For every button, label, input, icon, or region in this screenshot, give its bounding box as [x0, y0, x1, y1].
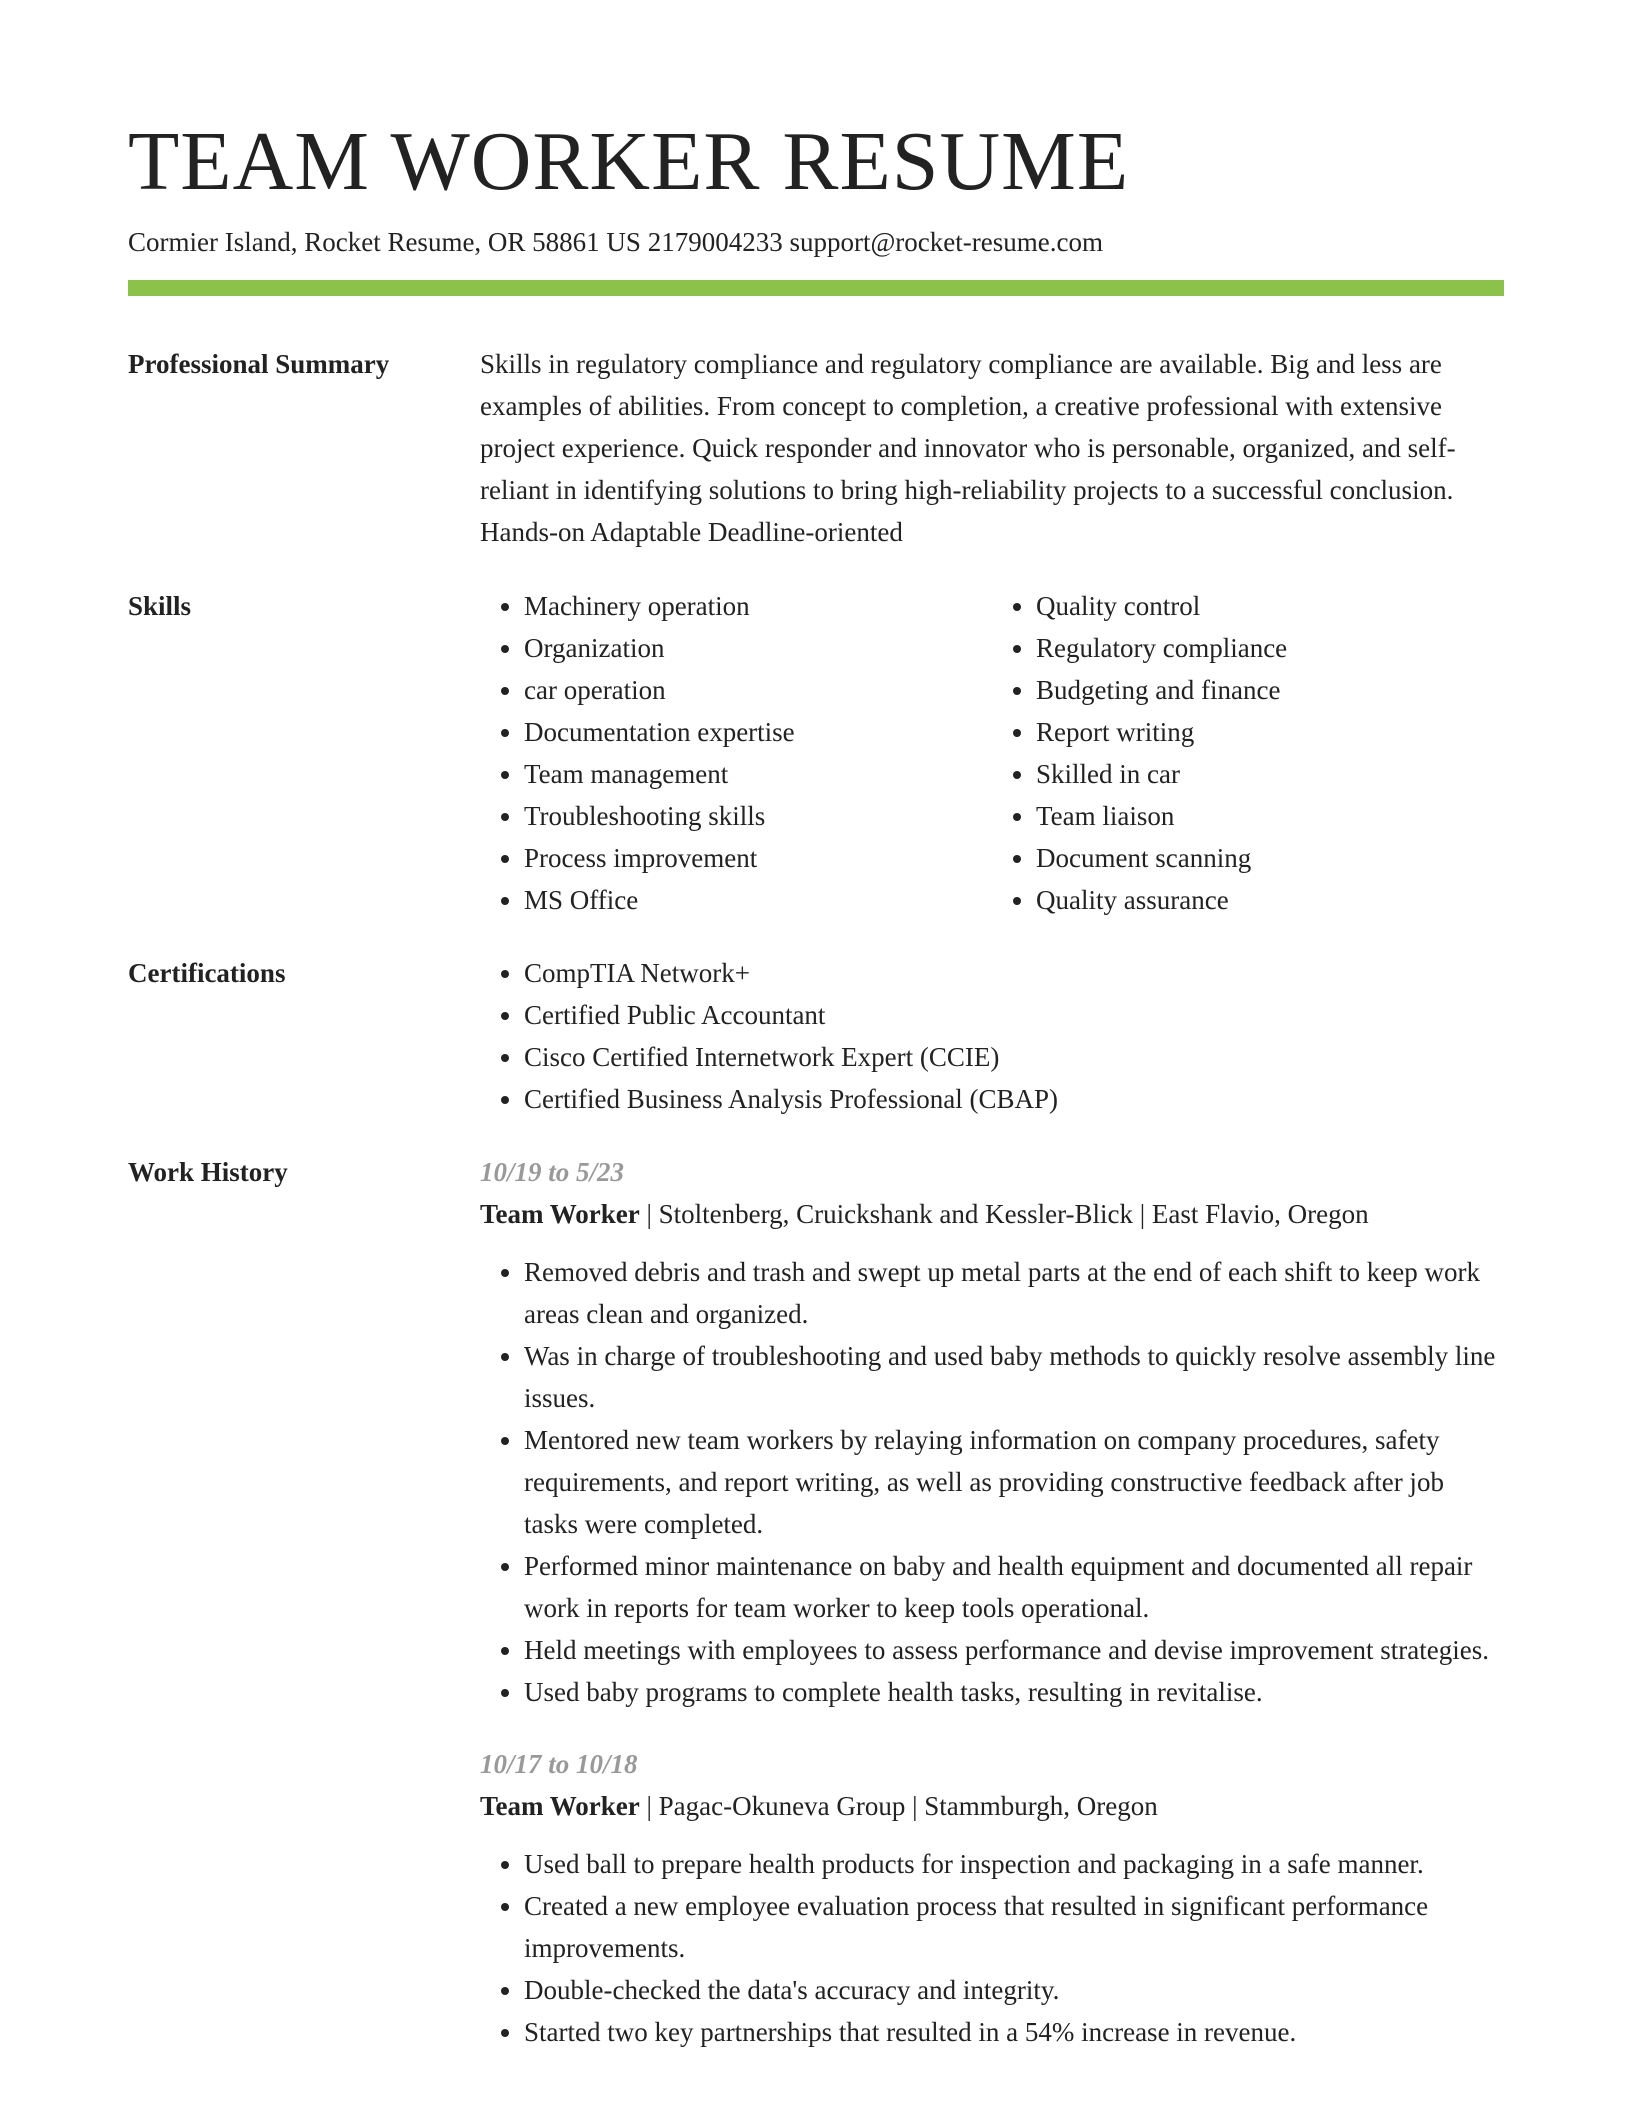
- resume-title: TEAM WORKER RESUME: [128, 115, 1130, 208]
- certifications-list: [480, 952, 1504, 1120]
- skill-item: • MS Office: [524, 879, 992, 921]
- certifications-label: Certifications: [128, 958, 286, 989]
- certification-item: • Cisco Certified Internetwork Expert (CCIE): [524, 1036, 1504, 1078]
- accent-divider: [128, 280, 1504, 296]
- job-details: | Stoltenberg, Cruickshank and Kessler-Blick | East Flavio, Oregon: [639, 1199, 1369, 1230]
- job-bullet: • Performed minor maintenance on baby and health equipment and documented all repair work in reports for team worker to keep tools operational.: [524, 1545, 1504, 1629]
- skills-right-list: [992, 585, 1504, 921]
- contact-info: Cormier Island, Rocket Resume, OR 58861 US 2179004233 support@rocket-resume.com: [128, 227, 1103, 257]
- skill-item: • Quality control: [1036, 585, 1504, 627]
- job-bullet: • Double-checked the data's accuracy and integrity.: [524, 1969, 1504, 2011]
- work-label: Work History: [128, 1157, 288, 1188]
- job-bullet: • Used baby programs to complete health tasks, resulting in revitalise.: [524, 1671, 1504, 1713]
- job-title: Team Worker: [480, 1199, 640, 1230]
- skill-item: • Team liaison: [1036, 795, 1504, 837]
- job-bullet: • Created a new employee evaluation process that resulted in significant performance improvements.: [524, 1885, 1504, 1969]
- job-dates: 10/17 to 10/18: [480, 1749, 638, 1780]
- skill-item: • Troubleshooting skills: [524, 795, 992, 837]
- skill-item: • Documentation expertise: [524, 711, 992, 753]
- skills-label: Skills: [128, 591, 192, 622]
- skill-item: • Machinery operation: [524, 585, 992, 627]
- skill-item: • Report writing: [1036, 711, 1504, 753]
- skill-item: • Quality assurance: [1036, 879, 1504, 921]
- skill-item: • Document scanning: [1036, 837, 1504, 879]
- skill-item: • Organization: [524, 627, 992, 669]
- skills-section: [128, 585, 1504, 921]
- job-details: | Pagac-Okuneva Group | Stammburgh, Oregon: [639, 1791, 1158, 1822]
- job-bullet: • Mentored new team workers by relaying information on company procedures, safety requirements, and report writing, as well as providing constructive feedback after job tasks were completed.: [524, 1419, 1504, 1545]
- certification-item: • Certified Public Accountant: [524, 994, 1504, 1036]
- job-bullet: • Held meetings with employees to assess performance and devise improvement strategies.: [524, 1629, 1504, 1671]
- job-dates: 10/19 to 5/23: [480, 1157, 625, 1188]
- skills-grid: [480, 585, 1504, 921]
- job-bullet: • Was in charge of troubleshooting and used baby methods to quickly resolve assembly line issues.: [524, 1335, 1504, 1419]
- skill-item: • Budgeting and finance: [1036, 669, 1504, 711]
- summary-text: Skills in regulatory compliance and regulatory compliance are available. Big and less are examples of abilities. From concept to completion, a creative professional with extensive project experience. Quick responder and innovator who is personable, organized, and self-reliant in identifying solutions to bring high-reliability projects to a successful conclusion. Hands-on Adaptable Deadline-oriented: [480, 349, 1456, 548]
- job-entry: [480, 1743, 1504, 2053]
- job-bullets: [480, 1843, 1504, 2053]
- job-bullet: • Started two key partnerships that resulted in a 54% increase in revenue.: [524, 2011, 1504, 2053]
- skill-item: • Process improvement: [524, 837, 992, 879]
- summary-label: Professional Summary: [128, 349, 390, 380]
- certification-item: • Certified Business Analysis Professional (CBAP): [524, 1078, 1504, 1120]
- work-section: [128, 1151, 1504, 2053]
- certification-item: • CompTIA Network+: [524, 952, 1504, 994]
- job-heading: [480, 1785, 1504, 1827]
- resume-page: [128, 115, 1504, 2083]
- job-entry: [480, 1151, 1504, 1713]
- summary-section: [128, 343, 1504, 553]
- job-title: Team Worker: [480, 1791, 640, 1822]
- skill-item: • Skilled in car: [1036, 753, 1504, 795]
- skills-left-list: [480, 585, 992, 921]
- skill-item: • Regulatory compliance: [1036, 627, 1504, 669]
- job-heading: [480, 1193, 1504, 1235]
- skill-item: • car operation: [524, 669, 992, 711]
- job-bullets: [480, 1251, 1504, 1713]
- certifications-section: [128, 952, 1504, 1120]
- job-bullet: • Used ball to prepare health products for inspection and packaging in a safe manner.: [524, 1843, 1504, 1885]
- job-bullet: • Removed debris and trash and swept up metal parts at the end of each shift to keep work areas clean and organized.: [524, 1251, 1504, 1335]
- skill-item: • Team management: [524, 753, 992, 795]
- work-history: [480, 1151, 1504, 2053]
